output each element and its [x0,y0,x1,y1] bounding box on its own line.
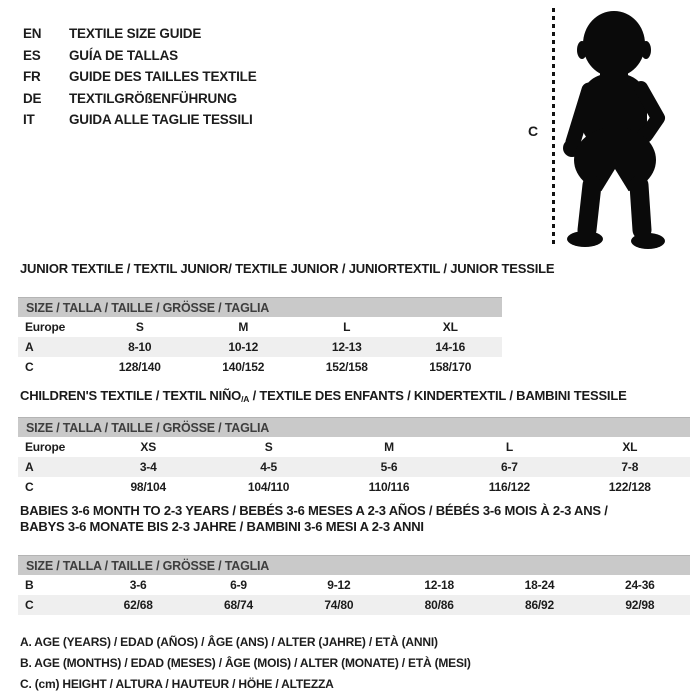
age-cell: 3-4 [139,459,157,474]
size-cell: L [343,319,351,334]
height-cell: 74/80 [324,597,354,612]
height-cell: 98/104 [130,479,166,494]
table-row [18,317,502,337]
table-row [18,477,690,497]
children-title-text: CHILDREN'S TEXTILE / TEXTIL NIÑO [20,387,242,403]
age-cell: 6-7 [501,459,518,474]
age-cell: 18-24 [524,577,555,592]
row-label: Europe [25,439,66,454]
table-row [18,437,690,457]
height-cell: 62/68 [123,597,153,612]
height-cell: 80/86 [424,597,454,612]
age-cell: 10-12 [228,339,259,354]
age-cell: 12-18 [424,577,455,592]
junior-section-title: JUNIOR TEXTILE / TEXTIL JUNIOR/ TEXTILE JUNIOR / JUNIORTEXTIL / JUNIOR TESSILE [20,260,555,276]
size-cell: XS [140,439,156,454]
age-cell: 24-36 [624,577,655,592]
size-cell: M [384,439,394,454]
language-code: FR [23,69,41,84]
children-size-table [18,417,690,497]
children-section-title [18,388,690,407]
junior-size-table [18,297,502,377]
row-label: C [25,479,34,494]
table-row [18,337,502,357]
table-row [18,457,690,477]
age-cell: 14-16 [435,339,466,354]
language-label: GUIDE DES TAILLES TEXTILE [69,69,257,84]
table-row [18,357,502,377]
children-title-text: / TEXTILE DES ENFANTS / KINDERTEXTIL / BAMBINI TESSILE [249,387,627,403]
height-cell: 152/158 [325,359,368,374]
height-cell: 158/170 [429,359,472,374]
legend-line-b: B. AGE (MONTHS) / EDAD (MESES) / ÂGE (MOIS) / ALTER (MONATE) / ETÀ (MESI) [20,655,471,670]
table-row [18,575,690,595]
height-cell: 104/110 [247,479,290,494]
height-cell: 122/128 [608,479,651,494]
babies-size-table [18,555,690,615]
age-cell: 8-10 [128,339,152,354]
height-cell: 140/152 [222,359,265,374]
size-header-bar: SIZE / TALLA / TAILLE / GRÖSSE / TAGLIA [18,297,502,317]
height-cell: 110/116 [368,479,410,494]
age-cell: 4-5 [260,459,277,474]
toddler-silhouette-icon [555,2,700,252]
babies-section-title [18,503,690,535]
height-cell: 92/98 [625,597,655,612]
row-label: B [25,577,34,592]
row-label: A [25,339,34,354]
height-cell: 86/92 [524,597,554,612]
age-cell: 5-6 [380,459,398,474]
height-cell: 68/74 [223,597,253,612]
babies-title-line1: BABIES 3-6 MONTH TO 2-3 YEARS / BEBÉS 3-6 MESES A 2-3 AÑOS / BÉBÉS 3-6 MOIS À 2-3 ANS / [20,502,608,518]
language-label: TEXTILE SIZE GUIDE [69,26,202,41]
language-code: DE [23,90,42,106]
language-label: TEXTILGRÖßENFÜHRUNG [69,90,237,106]
language-label: GUÍA DE TALLAS [69,47,178,63]
size-cell: XL [622,439,638,454]
legend-line-c: C. (cm) HEIGHT / ALTURA / HAUTEUR / HÖHE / ALTEZZA [20,676,334,691]
children-title-subscript: /A [241,393,250,404]
size-cell: S [135,319,144,334]
language-code: IT [23,112,35,127]
row-label: Europe [25,319,66,334]
age-cell: 9-12 [327,577,351,592]
measurement-legend [18,632,690,695]
table-row [18,595,690,615]
size-header-bar: SIZE / TALLA / TAILLE / GRÖSSE / TAGLIA [18,417,690,437]
measure-c-label: C [528,123,539,139]
age-cell: 6-9 [230,577,247,592]
size-cell: L [505,439,513,454]
height-cell: 128/140 [118,359,161,374]
age-cell: 7-8 [621,459,639,474]
size-cell: M [238,319,249,334]
row-label: A [25,459,34,474]
legend-line-a: A. AGE (YEARS) / EDAD (AÑOS) / ÂGE (ANS) / ALTER (JAHRE) / ETÀ (ANNI) [20,634,438,649]
size-cell: XL [442,319,458,334]
size-cell: S [264,439,273,454]
row-label: C [25,597,34,612]
size-header-bar: SIZE / TALLA / TAILLE / GRÖSSE / TAGLIA [18,555,690,575]
row-label: C [25,359,34,374]
height-figure [500,0,700,255]
babies-title-line2: BABYS 3-6 MONATE BIS 2-3 JAHRE / BAMBINI 3-6 MESI A 2-3 ANNI [20,518,424,534]
language-code: ES [23,47,41,63]
age-cell: 12-13 [331,339,362,354]
height-cell: 116/122 [488,479,531,494]
language-label: GUIDA ALLE TAGLIE TESSILI [69,112,253,127]
age-cell: 3-6 [129,577,147,592]
language-code: EN [23,26,42,41]
